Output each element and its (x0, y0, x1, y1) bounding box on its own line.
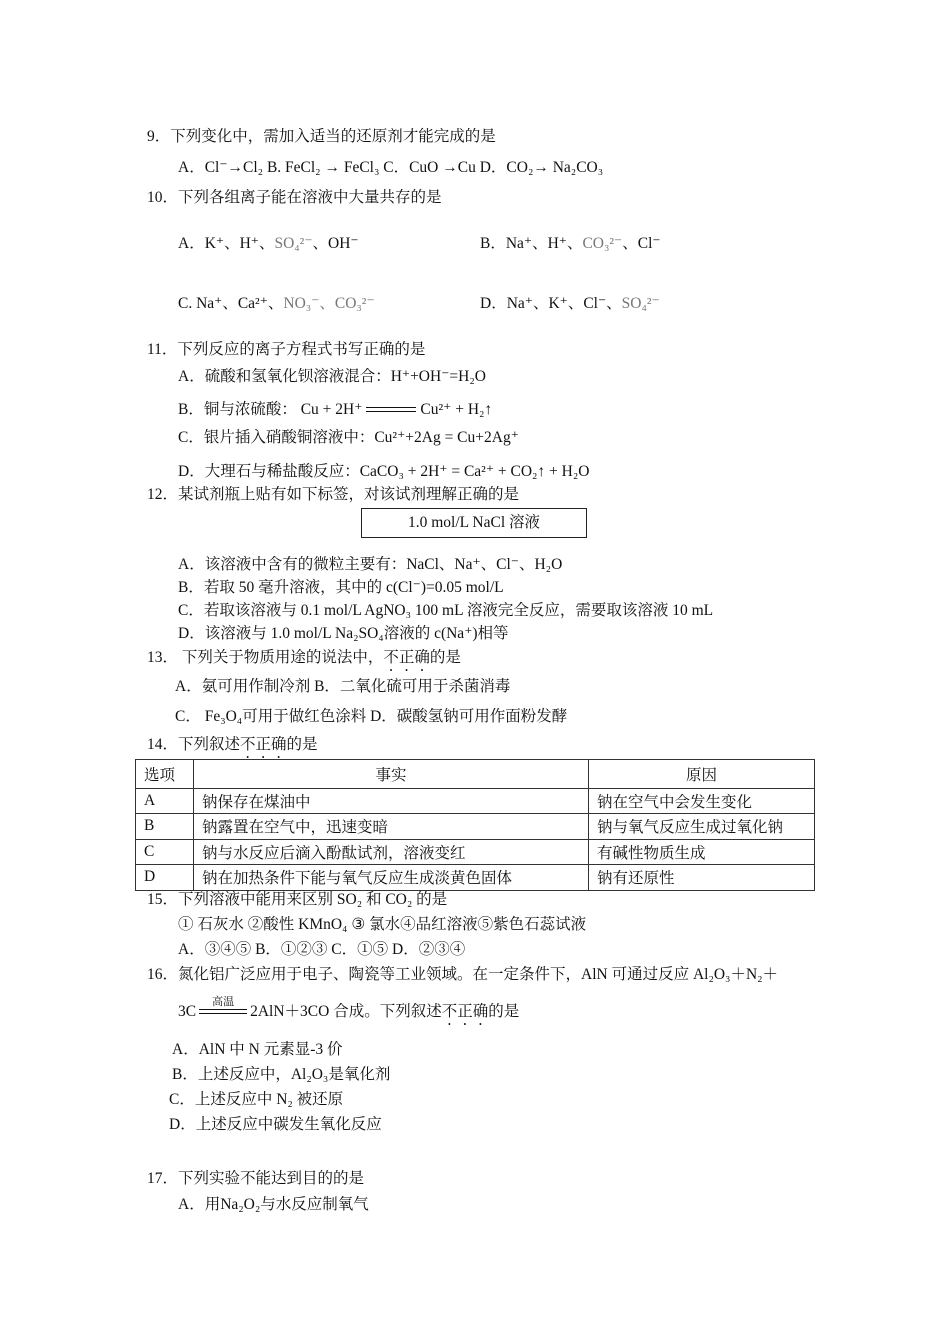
cell-option: D (136, 865, 194, 891)
cell-fact: 钠与水反应后滴入酚酞试剂，溶液变红 (194, 839, 589, 865)
q16-eq-right: 2AlN＋3CO 合成。下列叙述 (250, 1003, 442, 1020)
q10-a-tail: 、OH⁻ (312, 235, 359, 252)
q10-b-text: B．Na⁺、H⁺、 (480, 235, 583, 252)
reagent-label: 1.0 mol/L NaCl 溶液 (361, 508, 587, 538)
q14-stem (147, 735, 318, 762)
q16-equation (178, 996, 520, 1029)
header-fact: 事实 (194, 760, 589, 789)
cell-reason: 钠在空气中会发生变化 (589, 788, 815, 814)
q10-stem: 10．下列各组离子能在溶液中大量共存的是 (147, 189, 442, 206)
cell-option: A (136, 788, 194, 814)
q12-option-d: D．该溶液与 1.0 mol/L Na₂SO₄溶液的 c(Na⁺)相等 (178, 625, 509, 642)
q10-a-ion: SO₄²⁻ (274, 235, 313, 252)
q16-stem: 16．氮化铝广泛应用于电子、陶瓷等工业领域。在一定条件下，AlN 可通过反应 Al₂O₃＋N₂＋ (147, 966, 779, 983)
q16-emphasis: 不正确 (441, 1003, 489, 1020)
q15-options: A．③④⑤ B．①②③ C．①⑤ D．②③④ (178, 941, 466, 958)
table-row (136, 839, 815, 865)
q10-option-a (178, 234, 359, 254)
q10-b-ion: CO₃²⁻ (582, 235, 623, 252)
double-equals-sign (366, 405, 416, 415)
q10-b-tail: 、Cl⁻ (622, 235, 661, 252)
header-option: 选项 (136, 760, 194, 789)
cell-fact: 钠露置在空气中，迅速变暗 (194, 814, 589, 840)
q12-option-c: C．若取该溶液与 0.1 mol/L AgNO₃ 100 mL 溶液完全反应，需要取该溶液 10 mL (178, 602, 714, 619)
table-row (136, 814, 815, 840)
q13-stem-post: 的是 (429, 649, 461, 666)
high-temp-equals-sign (199, 996, 247, 1018)
q14-stem-post: 的是 (286, 736, 318, 753)
cell-reason: 钠与氧气反应生成过氧化钠 (589, 814, 815, 840)
q13-options-ab: A．氨可用作制冷剂 B．二氧化硫可用于杀菌消毒 (175, 678, 511, 695)
table-row (136, 788, 815, 814)
cell-option: B (136, 814, 194, 840)
q13-options-cd: C． Fe₃O₄可用于做红色涂料 D．碳酸氢钠可用作面粉发酵 (175, 708, 568, 725)
q10-a-text: A．K⁺、H⁺、 (178, 235, 275, 252)
q17-stem: 17．下列实验不能达到目的的是 (147, 1170, 365, 1187)
q17-option-a: A．用Na₂O₂与水反应制氧气 (178, 1196, 369, 1213)
q16-option-d: D．上述反应中碳发生氧化反应 (169, 1116, 382, 1133)
q11-option-a: A．硫酸和氢氧化钡溶液混合：H⁺+OH⁻=H₂O (178, 368, 486, 385)
q12-option-b: B．若取 50 毫升溶液，其中的 c(Cl⁻)=0.05 mol/L (178, 579, 504, 596)
q15-stem: 15．下列溶液中能用来区别 SO₂ 和 CO₂ 的是 (147, 891, 448, 908)
q16-eq-left: 3C (178, 1003, 197, 1020)
q11-option-d: D．大理石与稀盐酸反应：CaCO₃ + 2H⁺ = Ca²⁺ + CO₂↑ + H₂O (178, 463, 590, 480)
q14-emphasis: 不正确 (240, 736, 287, 753)
header-reason: 原因 (589, 760, 815, 789)
cell-reason: 钠有还原性 (589, 865, 815, 891)
q13-emphasis: 不正确 (383, 649, 430, 666)
q16-option-a: A．AlN 中 N 元素显-3 价 (172, 1041, 343, 1058)
q15-items: ① 石灰水 ②酸性 KMnO₄ ③ 氯水④品红溶液⑤紫色石蕊试液 (178, 916, 587, 933)
q12-stem: 12．某试剂瓶上贴有如下标签，对该试剂理解正确的是 (147, 486, 520, 503)
q11-option-b (178, 400, 492, 420)
q12-option-a: A．该溶液中含有的微粒主要有：NaCl、Na⁺、Cl⁻、H₂O (178, 556, 563, 573)
q11-option-c: C．银片插入硝酸铜溶液中：Cu²⁺+2Ag = Cu+2Ag⁺ (178, 429, 519, 446)
cell-option: C (136, 839, 194, 865)
table-header-row (136, 760, 815, 789)
facts-table (135, 759, 815, 891)
q16-option-c: C．上述反应中 N₂ 被还原 (169, 1091, 344, 1108)
cell-fact: 钠保存在煤油中 (194, 788, 589, 814)
q16-option-b: B．上述反应中，Al₂O₃是氧化剂 (172, 1066, 391, 1083)
q13-stem-pre: 13． 下列关于物质用途的说法中， (147, 649, 384, 666)
q10-d-ion: SO₄²⁻ (621, 295, 660, 312)
cell-fact: 钠在加热条件下能与氧气反应生成淡黄色固体 (194, 865, 589, 891)
q9-options: A．Cl⁻→Cl₂ B. FeCl₂ → FeCl₃ C．CuO →Cu D．CO₂→ Na₂CO₃ (178, 159, 604, 176)
q10-option-b (480, 234, 661, 254)
q10-d-text: D．Na⁺、K⁺、Cl⁻、 (480, 295, 622, 312)
q16-eq-post: 的是 (488, 1003, 520, 1020)
q10-c-text: C. Na⁺、Ca²⁺、 (178, 295, 284, 312)
q10-option-c (178, 294, 375, 314)
q14-stem-pre: 14．下列叙述 (147, 736, 241, 753)
q11-stem: 11．下列反应的离子方程式书写正确的是 (147, 341, 426, 358)
table-row (136, 865, 815, 891)
q10-option-d (480, 294, 660, 314)
q9-stem: 9．下列变化中，需加入适当的还原剂才能完成的是 (147, 128, 496, 145)
q10-c-ion: NO₃⁻、CO₃²⁻ (283, 295, 375, 312)
q11-b-right: Cu²⁺ + H₂↑ (420, 401, 493, 418)
cell-reason: 有碱性物质生成 (589, 839, 815, 865)
q11-b-left: B．铜与浓硫酸： Cu + 2H⁺ (178, 401, 363, 418)
q13-stem (147, 648, 461, 675)
condition-label: 高温 (212, 996, 235, 1009)
